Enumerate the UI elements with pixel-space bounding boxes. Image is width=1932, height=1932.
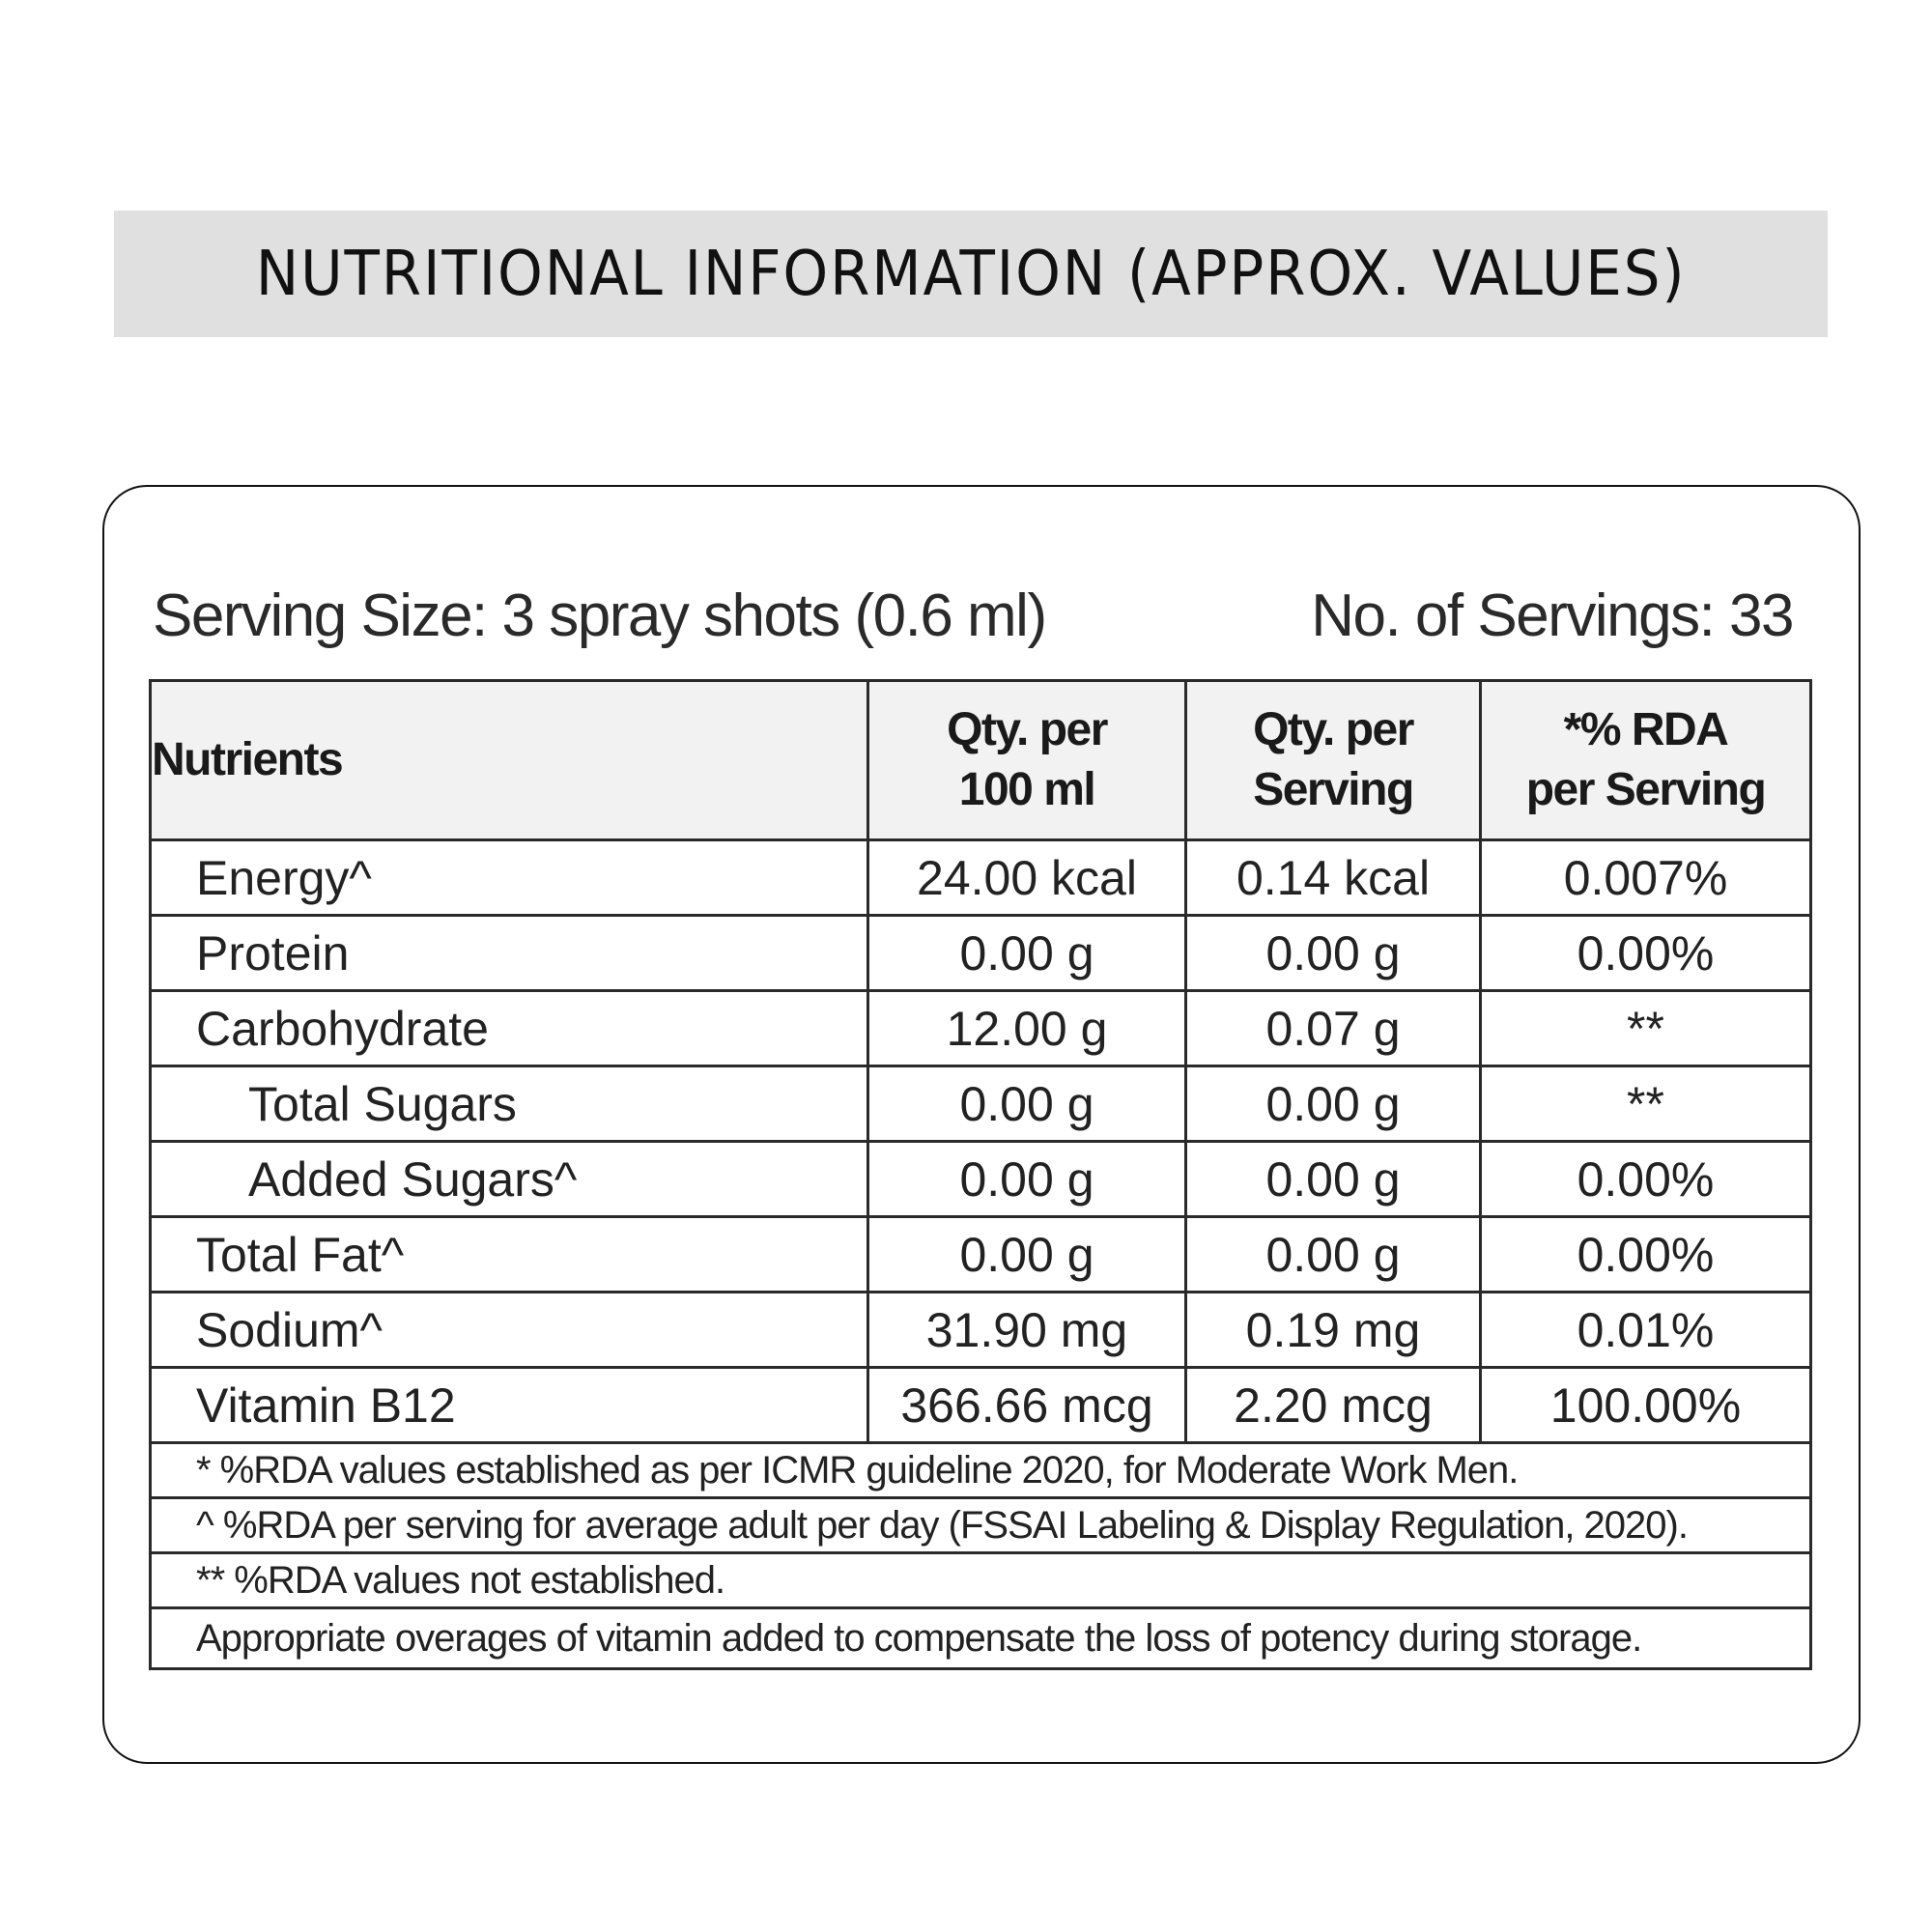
nutrient-name: Energy^ <box>151 840 868 916</box>
rda-per-serving: 0.01% <box>1481 1293 1811 1368</box>
rda-per-serving: 100.00% <box>1481 1368 1811 1443</box>
nutrient-name: Sodium^ <box>151 1293 868 1368</box>
qty-per-100ml: 0.00 g <box>868 916 1186 991</box>
header-qty-per-serving-line1: Qty. per <box>1253 704 1413 755</box>
nutrition-table <box>149 679 1812 1670</box>
nutrient-name: Vitamin B12 <box>151 1368 868 1443</box>
footnote-overages: Appropriate overages of vitamin added to compensate the loss of potency during storage. <box>151 1608 1811 1669</box>
qty-per-serving: 2.20 mcg <box>1186 1368 1481 1443</box>
footnote-not-established: ** %RDA values not established. <box>151 1553 1811 1608</box>
rda-per-serving: 0.00% <box>1481 916 1811 991</box>
header-rda-per-serving <box>1481 681 1811 840</box>
header-nutrients-label: Nutrients <box>152 734 343 785</box>
qty-per-100ml: 12.00 g <box>868 991 1186 1066</box>
table-row <box>151 1368 1811 1443</box>
rda-per-serving: 0.007% <box>1481 840 1811 916</box>
servings-count: No. of Servings: 33 <box>1311 582 1793 649</box>
footnote-icmr: * %RDA values established as per ICMR guideline 2020, for Moderate Work Men. <box>151 1443 1811 1498</box>
table-row <box>151 1066 1811 1142</box>
qty-per-serving: 0.19 mg <box>1186 1293 1481 1368</box>
header-nutrients <box>151 681 868 840</box>
qty-per-100ml: 366.66 mcg <box>868 1368 1186 1443</box>
table-row <box>151 916 1811 991</box>
header-rda-line1: *% RDA <box>1563 704 1728 755</box>
serving-size: Serving Size: 3 spray shots (0.6 ml) <box>153 582 1046 649</box>
header-qty-per-100ml-line1: Qty. per <box>947 704 1107 755</box>
title-bar <box>114 211 1828 337</box>
nutrient-name: Total Fat^ <box>151 1217 868 1293</box>
table-header-row <box>151 681 1811 840</box>
header-qty-per-serving <box>1186 681 1481 840</box>
qty-per-serving: 0.14 kcal <box>1186 840 1481 916</box>
footnote-fssai: ^ %RDA per serving for average adult per day (FSSAI Labeling & Display Regulation, 2020). <box>151 1498 1811 1553</box>
page-title: NUTRITIONAL INFORMATION (APPROX. VALUES) <box>255 238 1687 310</box>
rda-per-serving: ** <box>1481 991 1811 1066</box>
nutrient-name: Added Sugars^ <box>151 1142 868 1217</box>
footnote-row <box>151 1608 1811 1669</box>
qty-per-100ml: 0.00 g <box>868 1066 1186 1142</box>
rda-per-serving: 0.00% <box>1481 1217 1811 1293</box>
qty-per-serving: 0.00 g <box>1186 916 1481 991</box>
footnote-row <box>151 1498 1811 1553</box>
qty-per-100ml: 0.00 g <box>868 1142 1186 1217</box>
footnote-row <box>151 1443 1811 1498</box>
qty-per-serving: 0.00 g <box>1186 1217 1481 1293</box>
header-qty-per-serving-line2: Serving <box>1253 764 1413 815</box>
qty-per-100ml: 24.00 kcal <box>868 840 1186 916</box>
qty-per-serving: 0.07 g <box>1186 991 1481 1066</box>
table-row <box>151 991 1811 1066</box>
qty-per-100ml: 31.90 mg <box>868 1293 1186 1368</box>
serving-info-row <box>151 572 1793 659</box>
header-qty-per-100ml <box>868 681 1186 840</box>
nutrient-name: Protein <box>151 916 868 991</box>
rda-per-serving: 0.00% <box>1481 1142 1811 1217</box>
nutrient-name: Total Sugars <box>151 1066 868 1142</box>
header-qty-per-100ml-line2: 100 ml <box>958 764 1095 815</box>
qty-per-serving: 0.00 g <box>1186 1066 1481 1142</box>
header-rda-line2: per Serving <box>1525 764 1766 815</box>
qty-per-100ml: 0.00 g <box>868 1217 1186 1293</box>
footnote-row <box>151 1553 1811 1608</box>
table-row <box>151 840 1811 916</box>
table-row <box>151 1293 1811 1368</box>
table-row <box>151 1142 1811 1217</box>
nutrient-name: Carbohydrate <box>151 991 868 1066</box>
qty-per-serving: 0.00 g <box>1186 1142 1481 1217</box>
table-row <box>151 1217 1811 1293</box>
rda-per-serving: ** <box>1481 1066 1811 1142</box>
